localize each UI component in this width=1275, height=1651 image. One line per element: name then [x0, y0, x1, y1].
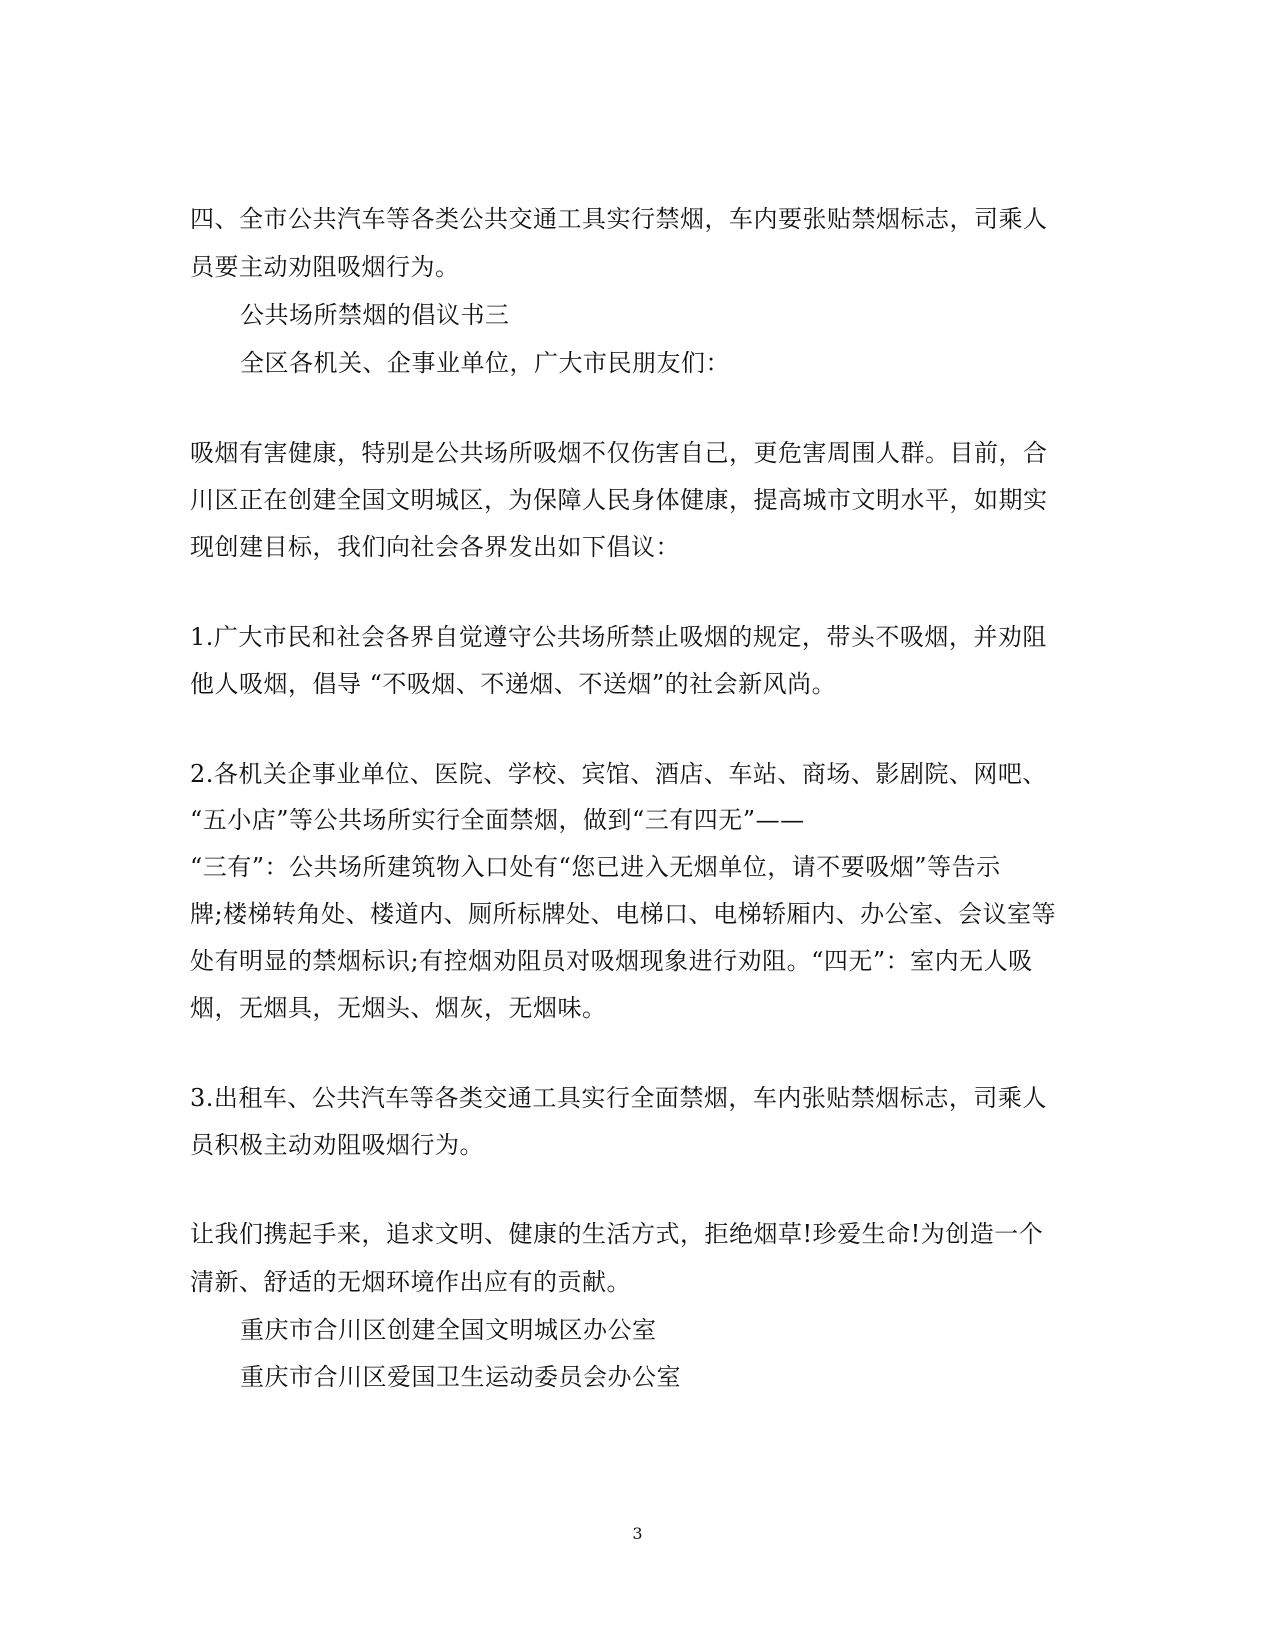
paragraph-line: 现创建目标，我们向社会各界发出如下倡议：	[190, 533, 680, 561]
list-item-line: “五小店”等公共场所实行全面禁烟，做到“三有四无”——	[190, 806, 805, 834]
list-item-line: 处有明显的禁烟标识;有控烟劝阻员对吸烟现象进行劝阻。“四无”：室内无人吸	[190, 947, 1033, 975]
signature-line: 重庆市合川区创建全国文明城区办公室	[240, 1316, 657, 1344]
closing-line: 清新、舒适的无烟环境作出应有的贡献。	[190, 1268, 631, 1296]
paragraph-line: 员要主动劝阻吸烟行为。	[190, 253, 460, 281]
list-item-line: “三有”：公共场所建筑物入口处有“您已进入无烟单位，请不要吸烟”等告示	[190, 853, 1001, 881]
paragraph-line: 吸烟有害健康，特别是公共场所吸烟不仅伤害自己，更危害周围人群。目前，合	[190, 439, 1048, 467]
salutation: 全区各机关、企事业单位，广大市民朋友们：	[240, 349, 730, 377]
list-item-line: 3.出租车、公共汽车等各类交通工具实行全面禁烟，车内张贴禁烟标志，司乘人	[190, 1084, 1047, 1112]
list-item-line: 牌;楼梯转角处、楼道内、厕所标牌处、电梯口、电梯轿厢内、办公室、会议室等	[190, 900, 1057, 928]
list-item-line: 1.广大市民和社会各界自觉遵守公共场所禁止吸烟的规定，带头不吸烟，并劝阻	[190, 623, 1047, 651]
signature-line: 重庆市合川区爱国卫生运动委员会办公室	[240, 1363, 681, 1391]
list-item-line: 2.各机关企事业单位、医院、学校、宾馆、酒店、车站、商场、影剧院、网吧、	[190, 760, 1047, 788]
list-item-line: 员积极主动劝阻吸烟行为。	[190, 1131, 484, 1159]
paragraph-line: 川区正在创建全国文明城区，为保障人民身体健康，提高城市文明水平，如期实	[190, 486, 1048, 514]
list-item-line: 烟，无烟具，无烟头、烟灰，无烟味。	[190, 994, 607, 1022]
closing-line: 让我们携起手来，追求文明、健康的生活方式，拒绝烟草!珍爱生命!为创造一个	[190, 1220, 1044, 1248]
section-title: 公共场所禁烟的倡议书三	[240, 301, 510, 329]
page-number: 3	[632, 1524, 643, 1543]
paragraph-line: 四、全市公共汽车等各类公共交通工具实行禁烟，车内要张贴禁烟标志，司乘人	[190, 205, 1048, 233]
list-item-line: 他人吸烟，倡导 “不吸烟、不递烟、不送烟”的社会新风尚。	[190, 670, 837, 698]
